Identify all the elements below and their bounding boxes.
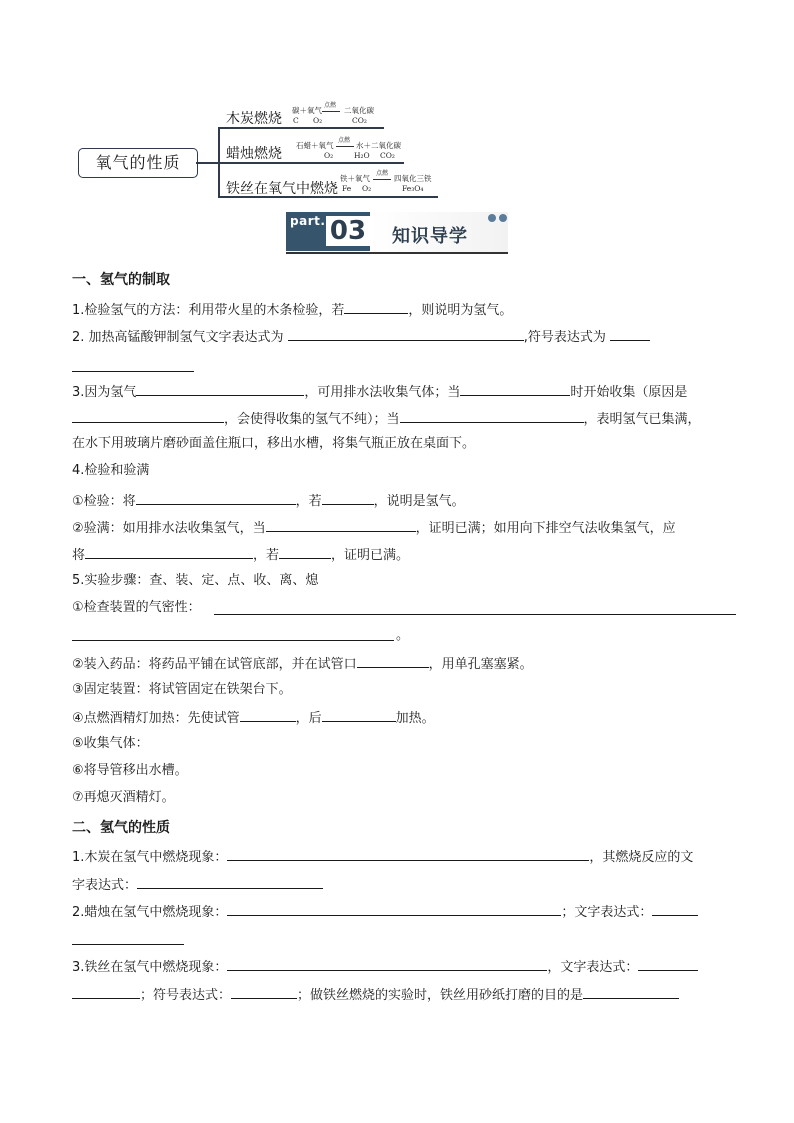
equation-charcoal [292, 104, 382, 126]
answer-blank[interactable] [227, 957, 547, 971]
mindmap-connector [196, 162, 218, 164]
question-text: ②验满：如用排水法收集氢气，当 [72, 521, 266, 536]
question-text: ，若 [253, 548, 280, 563]
question-text: 2. 加热高锰酸钾制氢气文字表达式为 [72, 330, 284, 345]
question-text: 将 [72, 548, 86, 563]
eq-symbol: CO₂ [352, 116, 367, 125]
answer-blank[interactable] [72, 409, 224, 423]
question-3-line-2 [72, 409, 701, 429]
question-text: ①检验：将 [72, 494, 136, 509]
question-text: 1.木炭在氢气中燃烧现象： [72, 850, 228, 865]
mindmap-root: 氧气的性质 [78, 148, 198, 178]
eq-symbol: H₂O [354, 151, 370, 160]
question-text: 字表达式： [72, 878, 138, 893]
question-text: ，证明已满；如用向下排空气法收集氢气，应 [415, 521, 676, 536]
decorative-dot-icon [488, 214, 496, 222]
answer-blank[interactable] [357, 654, 429, 668]
equation-iron [340, 172, 440, 194]
branch-label-charcoal: 木炭燃烧 [226, 111, 282, 127]
eq-reactants: 石蜡＋氧气 [296, 141, 334, 150]
question-4: 4.检验和验满 [72, 463, 150, 478]
answer-blank-line[interactable] [214, 614, 736, 615]
question-4-full-line-2 [72, 545, 409, 565]
question-text: 2.蜡烛在氢气中燃烧现象： [72, 905, 228, 920]
answer-blank-line[interactable] [72, 371, 194, 372]
answer-blank[interactable] [652, 902, 698, 916]
property-1 [72, 847, 693, 867]
question-text: ，会使得收集的氢气不纯）；当 [224, 412, 400, 427]
answer-blank[interactable] [610, 327, 650, 341]
section-heading-preparation: 一、氢气的制取 [72, 272, 170, 288]
question-1 [72, 300, 512, 320]
question-text: ，若 [295, 494, 322, 509]
question-text: ，表明氢气已集满， [583, 412, 701, 427]
question-text: ②装入药品：将药品平铺在试管底部，并在试管口 [72, 657, 357, 672]
answer-blank[interactable] [266, 518, 416, 532]
eq-condition: 点燃 [324, 102, 337, 109]
banner-underline [286, 252, 508, 254]
answer-blank[interactable] [400, 409, 584, 423]
banner-title: 知识导学 [392, 226, 468, 247]
question-3 [72, 382, 687, 402]
branch-label-iron: 铁丝在氧气中燃烧 [226, 181, 338, 197]
step-4 [72, 708, 435, 728]
answer-blank-line[interactable] [72, 640, 394, 641]
answer-blank[interactable] [288, 327, 524, 341]
answer-blank[interactable] [460, 382, 570, 396]
banner-part-number: 03 [326, 216, 370, 246]
question-text: ；做铁丝燃烧的实验时，铁丝用砂纸打磨的目的是 [297, 988, 584, 1003]
question-text: 时开始收集（原因是 [570, 385, 688, 400]
property-3-line-2 [72, 985, 679, 1005]
decorative-dot-icon [499, 214, 507, 222]
answer-blank[interactable] [231, 985, 297, 999]
answer-blank[interactable] [227, 847, 589, 861]
eq-reactants: 碳＋氧气 [292, 106, 322, 115]
question-text: ，用单孔塞塞紧。 [428, 657, 533, 672]
question-text: ，说明是氢气。 [373, 494, 465, 509]
step-5: ⑤收集气体： [72, 736, 149, 751]
question-text: ，后 [295, 711, 322, 726]
answer-blank[interactable] [638, 957, 698, 971]
question-text: ,符号表达式为 [523, 330, 606, 345]
question-text: ；文字表达式： [561, 905, 653, 920]
question-text: ④点燃酒精灯加热：先使试管 [72, 711, 240, 726]
answer-blank[interactable] [279, 545, 331, 559]
step-7: ⑦再熄灭酒精灯。 [72, 790, 175, 805]
answer-blank[interactable] [72, 985, 140, 999]
eq-condition: 点燃 [338, 137, 351, 144]
section-heading-properties: 二、氢气的性质 [72, 820, 170, 836]
question-text: ，其燃烧反应的文 [589, 850, 694, 865]
question-text: 3.因为氢气 [72, 385, 137, 400]
branch-label-candle: 蜡烛燃烧 [226, 146, 282, 162]
question-text: ；符号表达式： [140, 988, 232, 1003]
eq-product: 水＋二氧化碳 [356, 141, 401, 150]
question-2 [72, 327, 650, 347]
answer-blank[interactable] [322, 491, 374, 505]
step-6: ⑥将导管移出水槽。 [72, 763, 188, 778]
question-text: 3.铁丝在氢气中燃烧现象： [72, 960, 228, 975]
question-text: 加热。 [395, 711, 435, 726]
eq-symbol: C [293, 116, 299, 125]
question-text: ，可用排水法收集气体；当 [304, 385, 461, 400]
question-4-full [72, 518, 676, 538]
question-4-check [72, 491, 465, 511]
equation-candle [296, 139, 404, 161]
answer-blank[interactable] [583, 985, 679, 999]
answer-blank[interactable] [344, 300, 408, 314]
question-3-line-3: 在水下用玻璃片磨砂面盖住瓶口，移出水槽，将集气瓶正放在桌面下。 [72, 436, 476, 451]
eq-symbol: O₂ [362, 184, 372, 193]
eq-product: 四氧化三铁 [394, 174, 432, 183]
banner-part-label: part. [290, 214, 326, 228]
eq-product: 二氧化碳 [344, 106, 374, 115]
eq-symbol: O₂ [324, 151, 334, 160]
property-1-line-2 [72, 875, 323, 895]
answer-blank[interactable] [322, 708, 396, 722]
answer-blank[interactable] [137, 875, 323, 889]
eq-arrow [373, 179, 391, 180]
step-2 [72, 654, 533, 674]
eq-symbol: O₂ [313, 116, 323, 125]
eq-arrow [336, 146, 354, 147]
answer-blank[interactable] [85, 545, 253, 559]
question-text: ，文字表达式： [547, 960, 639, 975]
property-3 [72, 957, 698, 977]
answer-blank-line[interactable] [72, 944, 184, 945]
eq-symbol: Fe [342, 184, 352, 193]
question-text: 1.检验氢气的方法：利用带火星的木条检验，若 [72, 303, 345, 318]
question-text: ，则说明为氢气。 [408, 303, 513, 318]
eq-condition: 点燃 [376, 170, 389, 177]
eq-arrow [322, 111, 340, 112]
question-5: 5.实验步骤：查、装、定、点、收、离、熄 [72, 573, 319, 588]
question-text: ，证明已满。 [331, 548, 410, 563]
eq-reactants: 铁＋氧气 [340, 174, 370, 183]
answer-blank[interactable] [240, 708, 296, 722]
answer-blank[interactable] [136, 382, 304, 396]
answer-blank[interactable] [227, 902, 561, 916]
property-2 [72, 902, 698, 922]
eq-symbol: Fe₃O₄ [402, 184, 424, 193]
answer-blank[interactable] [136, 491, 296, 505]
step-1-end: 。 [396, 628, 410, 643]
eq-symbol: CO₂ [380, 151, 395, 160]
step-1: ①检查装置的气密性： [72, 600, 201, 615]
step-3: ③固定装置：将试管固定在铁架台下。 [72, 682, 292, 697]
